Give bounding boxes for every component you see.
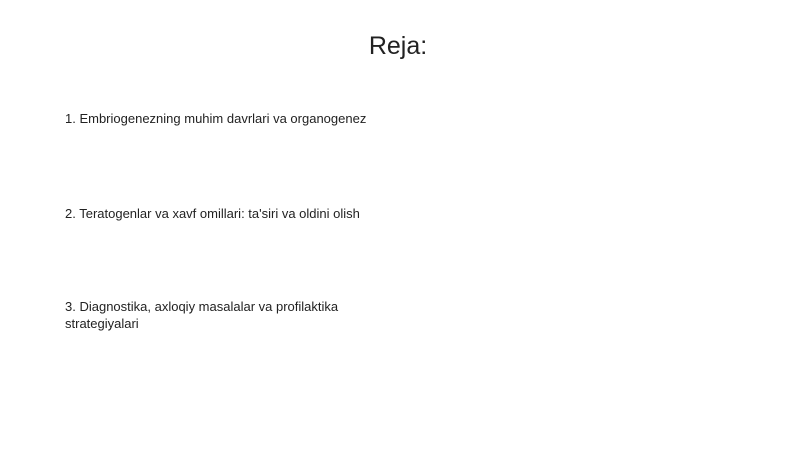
slide-title: Reja: xyxy=(368,32,428,60)
list-item: 2. Teratogenlar va xavf omillari: ta'siri va oldini olish xyxy=(65,206,360,221)
list-item: 1. Embriogenezning muhim davrlari va organogenez xyxy=(65,111,367,126)
list-item: 3. Diagnostika, axloqiy masalalar va profilaktika strategiyalari xyxy=(65,299,339,331)
